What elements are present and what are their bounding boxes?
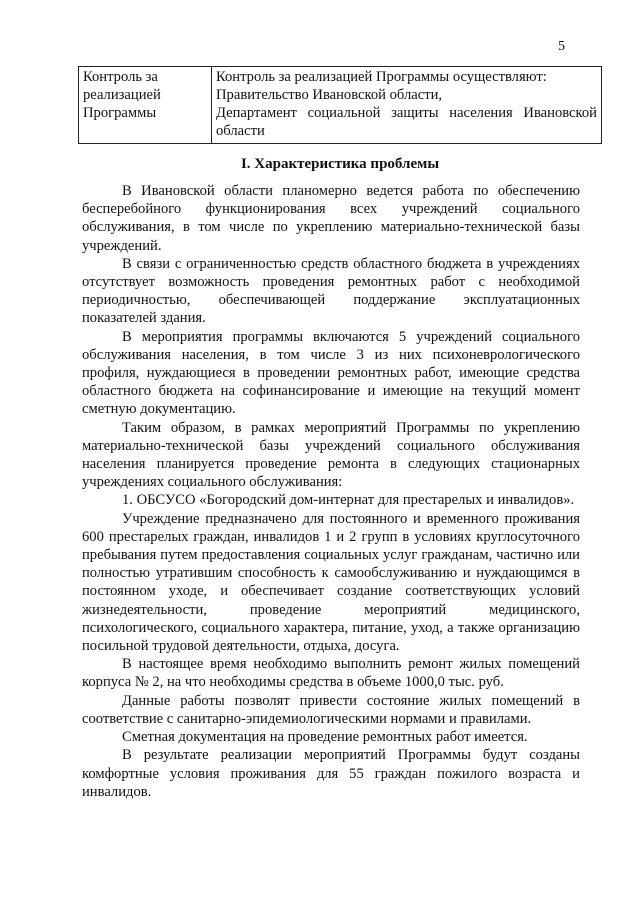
content-line: Департамент социальной защиты населения Ивановской bbox=[216, 105, 597, 121]
paragraph: В мероприятия программы включаются 5 учреждений социального обслуживания населения, в том числе 3 из них психоневрологического профиля, нуждающиеся в проведении ремонтных работ, имеющие средства областного бюджета на софинансирование и имеющие на текущий момент сметную документацию. bbox=[82, 328, 580, 418]
paragraph: В Ивановской области планомерно ведется работа по обеспечению бесперебойного функционирования всех учреждений социального обслуживания, в том числе по укреплению материально-технической базы учреждений. bbox=[82, 183, 580, 254]
paragraph: В связи с ограниченностью средств областного бюджета в учреждениях отсутствует возможность проведения ремонтных работ с необходимой периодичностью, обеспечивающей поддержание эксплуатационных показателей здания. bbox=[82, 255, 580, 327]
paragraph: Сметная документация на проведение ремонтных работ имеется. bbox=[122, 729, 528, 746]
paragraph: В результате реализации мероприятий Программы будут созданы комфортные условия проживания для 55 граждан пожилого возраста и инвалидов. bbox=[82, 747, 580, 800]
label-line: реализацией bbox=[83, 87, 161, 103]
table-content-cell bbox=[212, 67, 602, 144]
section-title: I. Характеристика проблемы bbox=[240, 156, 440, 172]
label-line: Программы bbox=[83, 105, 157, 121]
content-line: области bbox=[216, 123, 265, 139]
paragraph: Таким образом, в рамках мероприятий Программы по укреплению материально-технической базы учреждений социального обслуживания населения планируется проведение ремонта в следующих стационарных учреждениях социального обслуживания: bbox=[82, 419, 580, 491]
paragraph: Данные работы позволят привести состояние жилых помещений в соответствие с санитарно-эпидемиологическими нормами и правилами. bbox=[82, 692, 580, 727]
paragraph: 1. ОБСУСО «Богородский дом-интернат для престарелых и инвалидов». bbox=[122, 492, 575, 509]
paragraph: Учреждение предназначено для постоянного и временного проживания 600 престарелых граждан, инвалидов 1 и 2 групп в условиях круглосуточного пребывания путем предоставления социальных услуг гражданам, частично или полностью утратившим способность к самообслуживанию и нуждающимся в постоянном уходе, и обеспечивает создание соответствующих условий жизнедеятельности, проведение мероприятий медицинского, психологического, социального характера, питание, уход, а также организацию посильной трудовой деятельности, отдыха, досуга. bbox=[82, 510, 580, 655]
body-text bbox=[82, 182, 580, 801]
paragraph: В настоящее время необходимо выполнить ремонт жилых помещений корпуса № 2, на что необходимы средства в объеме 1000,0 тыс. руб. bbox=[82, 656, 580, 691]
content-line: Контроль за реализацией Программы осуществляют: bbox=[216, 69, 547, 85]
label-line: Контроль за bbox=[83, 69, 158, 85]
table-row bbox=[79, 67, 602, 144]
page-number: 5 bbox=[558, 39, 565, 54]
table-label-cell bbox=[79, 67, 212, 144]
program-control-table bbox=[78, 66, 602, 144]
content-line: Правительство Ивановской области, bbox=[216, 87, 443, 103]
